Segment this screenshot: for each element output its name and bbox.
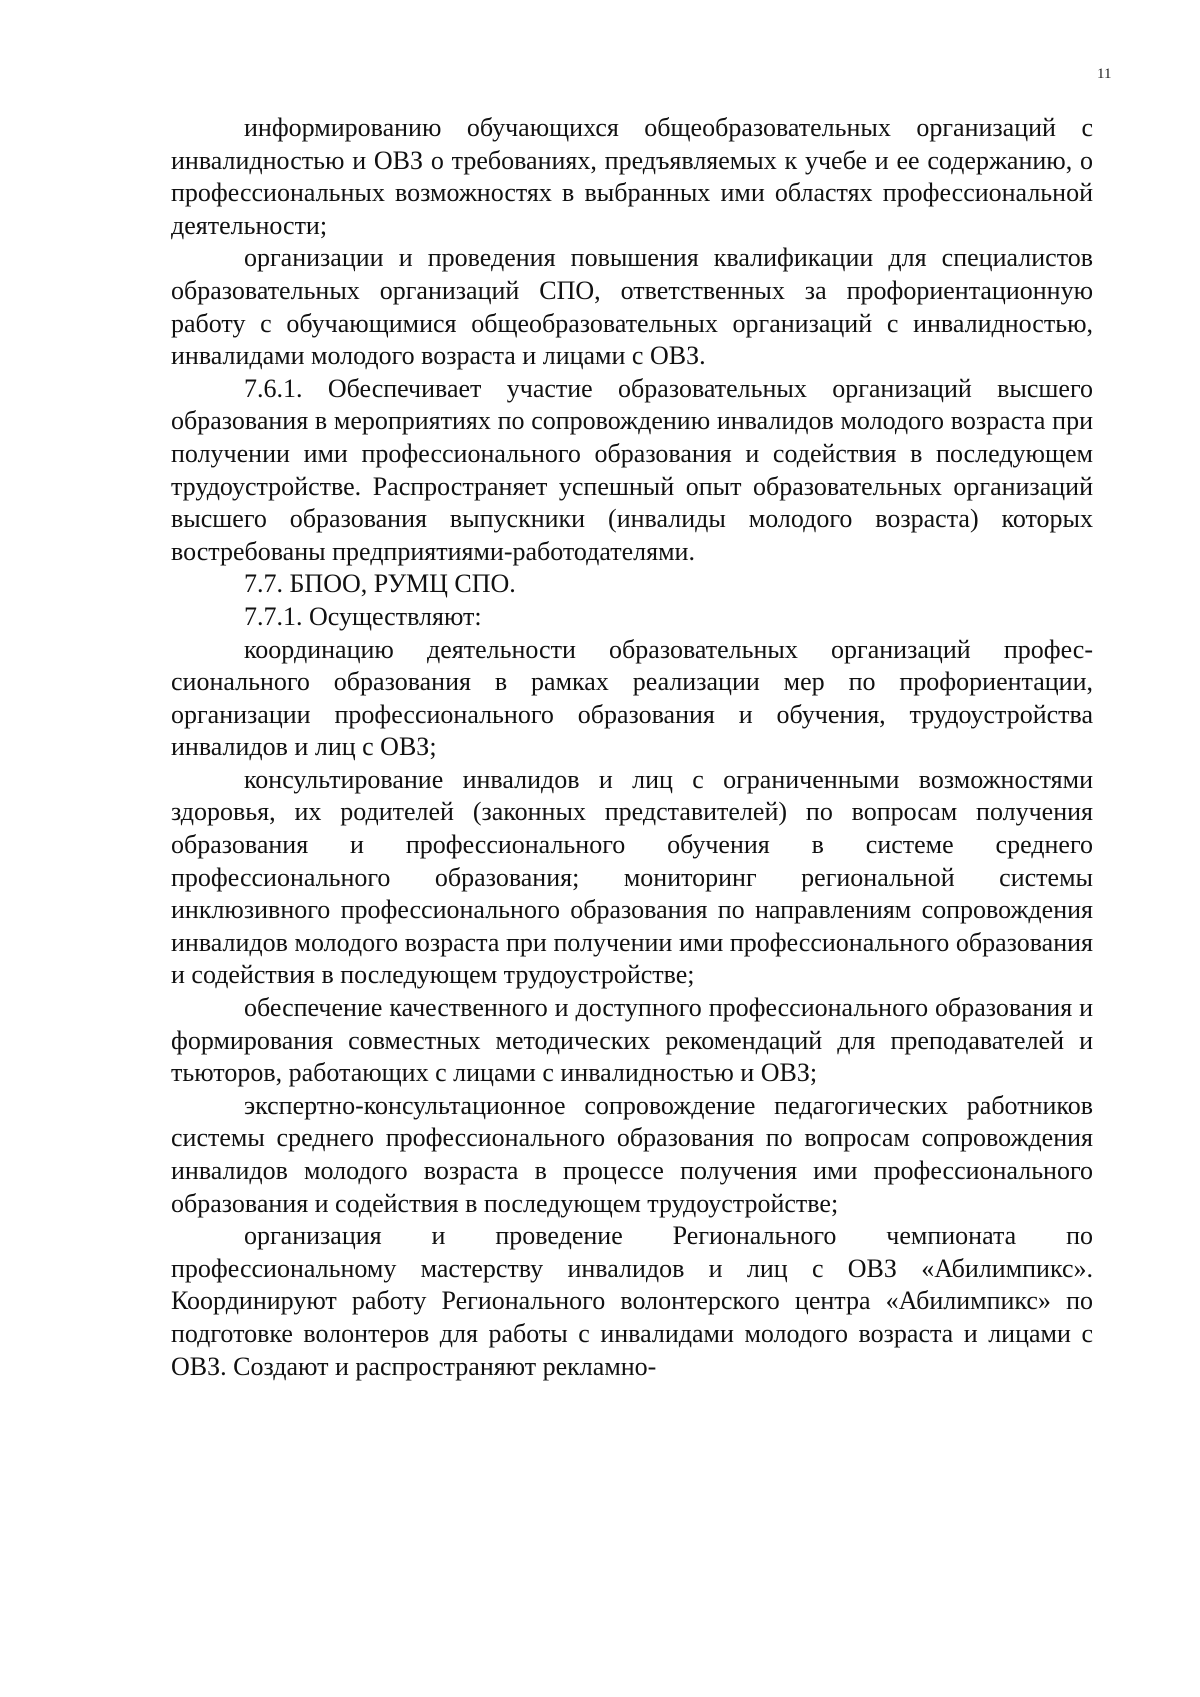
paragraph-consulting: консультирование инвалидов и лиц с ограниченными возможностями здоровья, их родителей (законных представителей) по вопросам получения образования и профессионального обучения в системе среднего профессионального образования; мониторинг региональной системы инклюзивного профессионального образования по направлениям сопровождения инвалидов молодого возраста при получении ими профессионального образования и содействия в последующем трудоустройстве; <box>171 764 1093 990</box>
paragraph-coordination: координацию деятельности образовательных организаций профес-сионального образования в рамках реализации мер по профориентации, организации профессионального образования и обучения, трудоустройства инвалидов и лиц с ОВЗ; <box>171 634 1093 762</box>
paragraph-expert-support: экспертно-консультационное сопровождение педагогических работников системы среднего профессионального образования по вопросам сопровождения инвалидов молодого возраста в процессе получения ими профессионального образования и содействия в последующем трудоустройстве; <box>171 1090 1093 1218</box>
section-heading-7-7: 7.7. БПОО, РУМЦ СПО. <box>244 569 516 599</box>
section-heading-7-7-1: 7.7.1. Осуществляют: <box>244 601 482 631</box>
paragraph-quality-education: обеспечение качественного и доступного профессионального образования и формирования совместных методических рекомендаций для преподавателей и тьюторов, работающих с лицами с инвалидностью и ОВЗ; <box>171 993 1093 1088</box>
paragraph-qualification: организации и проведения повышения квалификации для специалистов образовательных организаций СПО, ответственных за профориентационную работу с обучающимися общеобразовательных организаций с инвалидностью, инвалидами молодого возраста и лицами с ОВЗ. <box>171 243 1093 371</box>
paragraph-informing: информированию обучающихся общеобразовательных организаций с инвалидностью и ОВЗ о требованиях, предъявляемых к учебе и ее содержанию, о профессиональных возможностях в выбранных ими областях профессиональной деятельности; <box>171 113 1093 240</box>
paragraph-abilympics: организация и проведение Регионального чемпионата по профессиональному мастерству инвалидов и лиц с ОВЗ «Абилимпикс». Координируют работу Регионального волонтерского центра «Абилимпикс» по подготовке волонтеров для работы с инвалидами молодого возраста и лицами с ОВЗ. Создают и распространяют рекламно- <box>171 1221 1093 1381</box>
page-number: 11 <box>1097 66 1112 82</box>
document-body <box>171 112 1093 1383</box>
paragraph-7-6-1: 7.6.1. Обеспечивает участие образовательных организаций высшего образования в мероприятиях по сопровождению инвалидов молодого возраста при получении ими профессионального образования и содействия в последующем трудоустройстве. Распространяет успешный опыт образовательных организаций высшего образования выпускники (инвалиды молодого возраста) которых востребованы предприятиями-работодателями. <box>171 373 1093 566</box>
